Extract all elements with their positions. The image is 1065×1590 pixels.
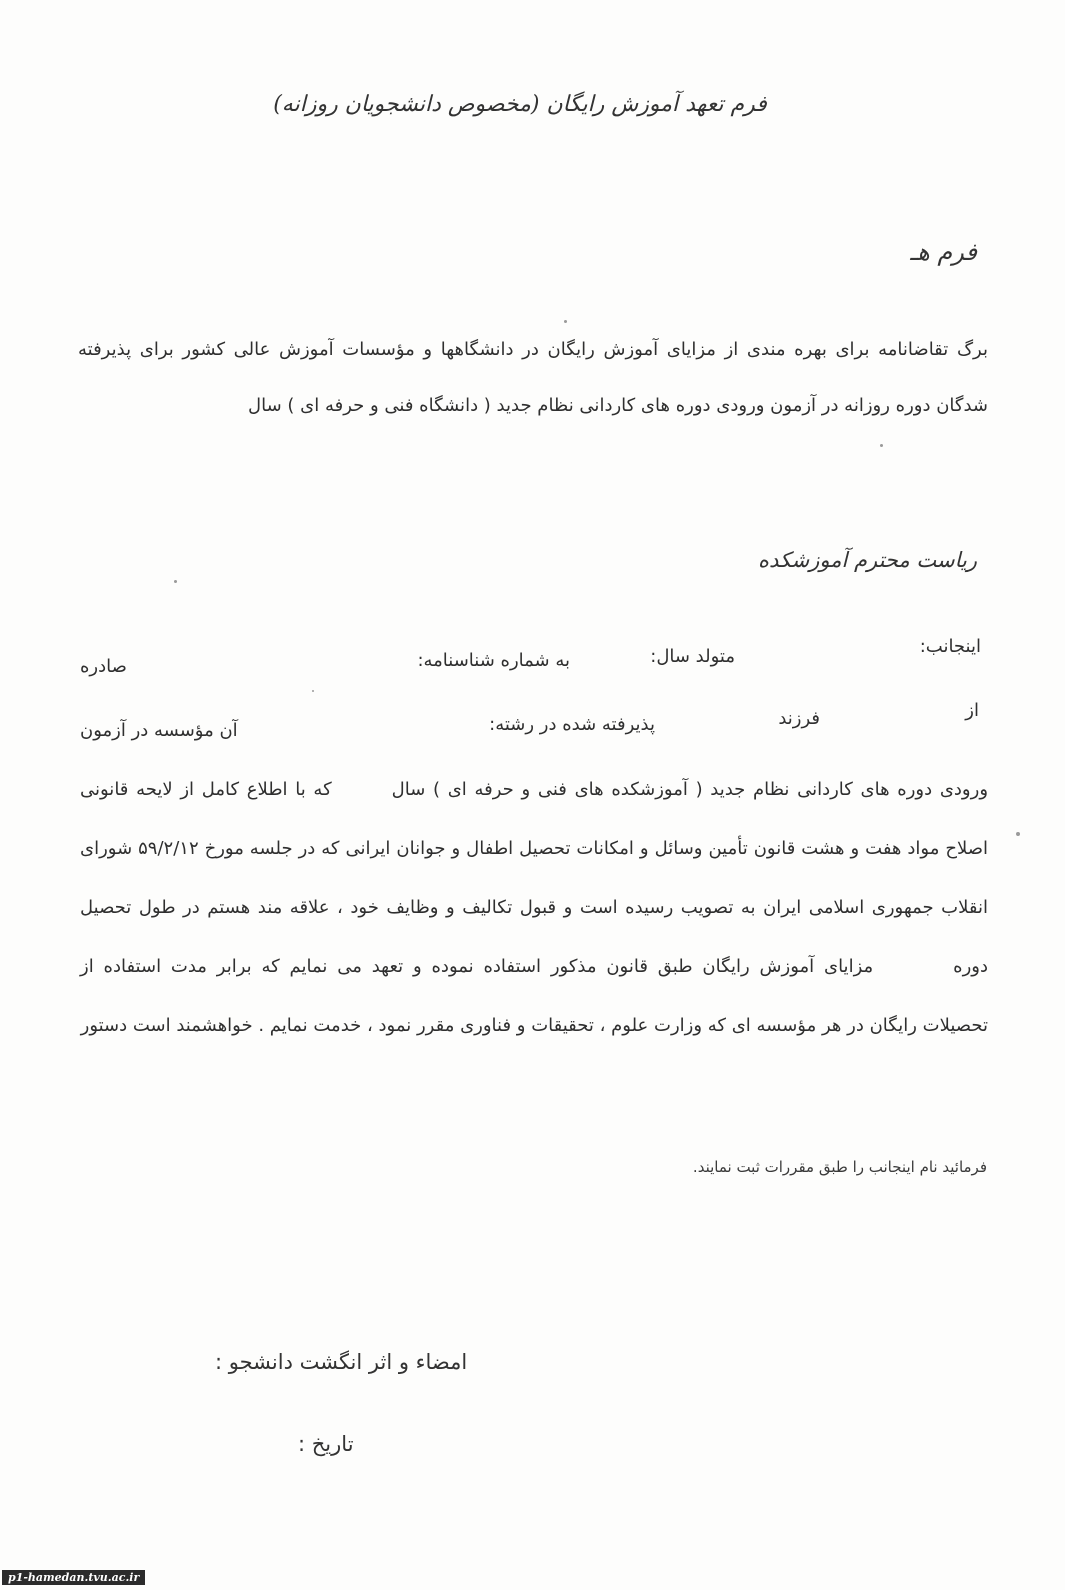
intro-paragraph: برگ تقاضانامه برای بهره مندی از مزایای آموزش رایگان در دانشگاهها و مؤسسات آموزش عالی کشور برای پذیرفته شدگان دوره روزانه در آزمون ورودی دوره های کاردانی نظام جدید ( دانشگاه فنی و حرفه ای ) سال [78,339,988,416]
body-line-2: از لایحه قانونی اصلاح مواد هفت و هشت قانون تأمین وسائل و امکانات تحصیل اطفال و جوانان ایرانی [80,779,988,859]
date-label: تاریخ : [298,1432,354,1456]
field-child-of: فرزند [778,708,820,729]
body-line-4b: مزایای آموزش رایگان طبق [657,956,874,977]
field-accepted-in: پذیرفته شده در رشته: [489,714,655,735]
address-line: ریاست محترم آموزشکده [758,548,977,572]
body-line-4a: تکالیف و وظایف خود ، علاقه مند هستم در طول تحصیل دوره [80,897,988,977]
field-applicant: اینجانب: [919,636,981,657]
scan-speck [312,690,314,692]
scan-speck [1016,832,1020,836]
scan-speck [880,444,883,447]
document-title: فرم تعهد آموزش رایگان (مخصوص دانشجویان روزانه) [273,92,767,117]
body-paragraph [80,760,988,1055]
field-issued: صادره [80,656,127,677]
scan-speck [564,320,567,323]
body-line-5: قانون مذکور استفاده نموده و تعهد می نمایم که برابر مدت استفاده از تحصیلات رایگان در هر [80,956,988,1036]
field-id-number: به شماره شناسنامه: [417,650,570,671]
form-label: فرم هـ [910,238,977,266]
body-line-1b: که با اطلاع کامل [201,779,332,800]
scan-speck [174,580,177,583]
body-line-6: مؤسسه ای که وزارت علوم ، تحقیقات و فناوری مقرر نمود ، خدمت نمایم . خواهشمند است دستور [80,1015,817,1036]
body-line-1a: ورودی دوره های کاردانی نظام جدید ( آموزشکده های فنی و حرفه ای ) سال [391,779,989,800]
field-from: از [965,700,979,721]
signature-label: امضاء و اثر انگشت دانشجو : [215,1350,468,1374]
request-line: فرمائید نام اینجانب را طبق مقررات ثبت نمایند. [692,1158,987,1176]
field-institute-exam: آن مؤسسه در آزمون [80,720,238,741]
site-watermark: p1-hamedan.tvu.ac.ir [2,1570,145,1585]
field-birth-year: متولد سال: [650,646,735,667]
body-line-3: که در جلسه مورخ ۵۹/۲/۱۲ شورای انقلاب جمهوری اسلامی ایران به تصویب رسیده است و قبول [80,838,988,918]
